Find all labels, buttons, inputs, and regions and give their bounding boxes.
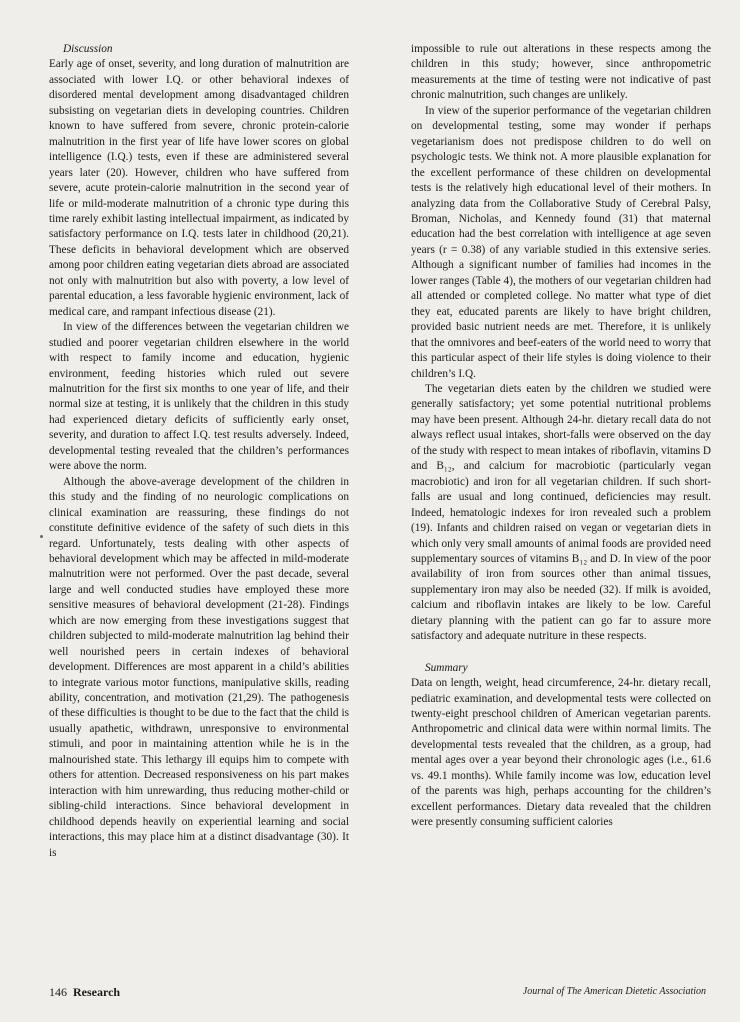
paragraph: impossible to rule out alterations in these respects among the children in this study; however, since anthropometric measurements at the time of testing were not indicative of past chronic malnutrition, such changes are unlikely. xyxy=(411,43,711,102)
paragraph: In view of the differences between the vegetarian children we studied and poorer vegetarian children elsewhere in the world with respect to family income and education, hygienic environment, feeding histories which ruled out severe malnutrition for the first six months to one year of life, and their normal size at testing, it is unlikely that the children in this study had experienced dietary deficits of sufficiently early onset, severity, and duration to affect I.Q. test results adversely. Indeed, developmental testing revealed that the children’s performances were above the norm. xyxy=(49,321,349,473)
paragraph: The vegetarian diets eaten by the children we studied were generally satisfactory; yet some potential nutritional problems may have been present. Although 24-hr. dietary recall data do not always reflect usual intakes, short-falls were observed on the day of the study with respect to mean intakes of riboflavin, vitamins D and B₁₂, and calcium for macrobiotic (particularly vegan macrobiotic) and iron for all vegetarian children. If such short-falls are usual and long continued, deficiencies may result. Indeed, hematologic indexes for iron revealed such a problem (19). Infants and children raised on vegan or vegetarian diets in which only very small amounts of animal foods are provided need supplementary sources of vitamins B₁₂ and D. In view of the poor availability of iron from sources other than animal tissues, supplementary iron may also be needed (32). If milk is avoided, calcium and riboflavin intakes are likely to be low. Careful dietary planning with the patient can go far to assure more satisfactory and adequate nutriture in these respects. xyxy=(411,382,711,643)
page-footer xyxy=(49,985,706,1001)
paragraph: Although the above-average development of the children in this study and the finding of no neurologic complications on clinical examination are reassuring, these findings do not constitute definitive evidence of the safety of such diets in this regard. Unfortunately, tests dealing with other aspects of behavioral development which may be affected in mild-moderate malnutrition were not performed. Over the past decade, several large and well conducted studies have employed these more sensitive measures of behavioral development (21-28). Findings which are now emerging from these investigations suggest that children subjected to mild-moderate malnutrition lag behind their well nourished peers in certain indexes of behavioral development. Differences are most apparent in a child’s abilities to integrate various motor functions, manipulative skills, reading ability, concentration, and motivation (21,29). The pathogenesis of these difficulties is thought to be due to the fact that the child is usually apathetic, withdrawn, unresponsive to environmental stimuli, and poor in maintaining attention while he is in the malnourished state. This lethargy ill equips him to compete with others for attention. Decreased responsiveness on his part makes interaction with him unrewarding, thus reducing mother-child or sibling-child interactions. Since behavioral development in childhood depends heavily on experiential learning and social interactions, this may place him at a distinct disadvantage (30). It is xyxy=(49,475,349,859)
summary-heading: Summary xyxy=(425,661,468,674)
discussion-heading: Discussion xyxy=(63,43,113,55)
page-number: 146 xyxy=(49,985,67,999)
paragraph: Early age of onset, severity, and long duration of malnutrition are associated with lower I.Q. or other behavioral indexes of disordered mental development among disadvantaged children subsisting on vegetarian diets in developing countries. Children known to have suffered from severe, chronic protein-calorie malnutrition in the first year of life have lower scores on global intelligence (I.Q.) tests, even if these are administered several years later (20). However, children who have suffered from severe, acute protein-calorie malnutrition in the second year of life or mild-moderate malnutrition of a chronic type during this time rarely exhibit lasting intellectual impairment, as indicated by satisfactory performance on I.Q. tests later in childhood (20,21). These deficits in behavioral development which are observed among poor children eating vegetarian diets abroad are associated not only with malnutrition but also with poverty, a low level of parental education, a less favorable hygienic environment, lack of medical care, and rampant infectious disease (21). xyxy=(49,58,349,318)
folio xyxy=(49,985,120,1000)
journal-name: Journal of The American Dietetic Association xyxy=(522,986,706,997)
section-name: Research xyxy=(73,985,121,999)
print-speck xyxy=(40,535,43,538)
paragraph: In view of the superior performance of the vegetarian children on developmental testing, some may wonder if perhaps vegetarianism does not predispose children to do well on psychologic tests. We think not. A more plausible explanation for the excellent performance of these children on developmental tests is the relatively high educational level of their mothers. In analyzing data from the Collaborative Study of Cerebral Palsy, Broman, Nicholas, and Kennedy found (31) that maternal education had the best correlation with intelligence at age seven years (r = 0.38) of any variable studied in this extensive series. Although a significant number of families had incomes in the lower ranges (Table 4), the mothers of our vegetarian children had all attended or completed college. No matter what type of diet they eat, educated parents are likely to have bright children, provided basic nutrient needs are met. Therefore, it is unlikely that the omnivores and beef-eaters of the world need to worry that this particular aspect of their life styles is doing violence to their children’s I.Q. xyxy=(411,104,711,380)
left-column xyxy=(49,42,349,861)
right-column xyxy=(411,42,711,831)
summary-paragraph: Data on length, weight, head circumference, 24-hr. dietary recall, pediatric examination, and developmental tests were collected on twenty-eight preschool children of American vegetarian parents. Anthropometric and clinical data were within normal limits. The developmental tests revealed that the children, as a group, had mental ages over a year beyond their chronologic ages (i.e., 61.6 vs. 49.1 months). While family income was low, education level of the parents was high, perhaps accounting for the children’s excellent performances. Dietary data revealed that the children were presently consuming sufficient calories xyxy=(411,677,711,829)
